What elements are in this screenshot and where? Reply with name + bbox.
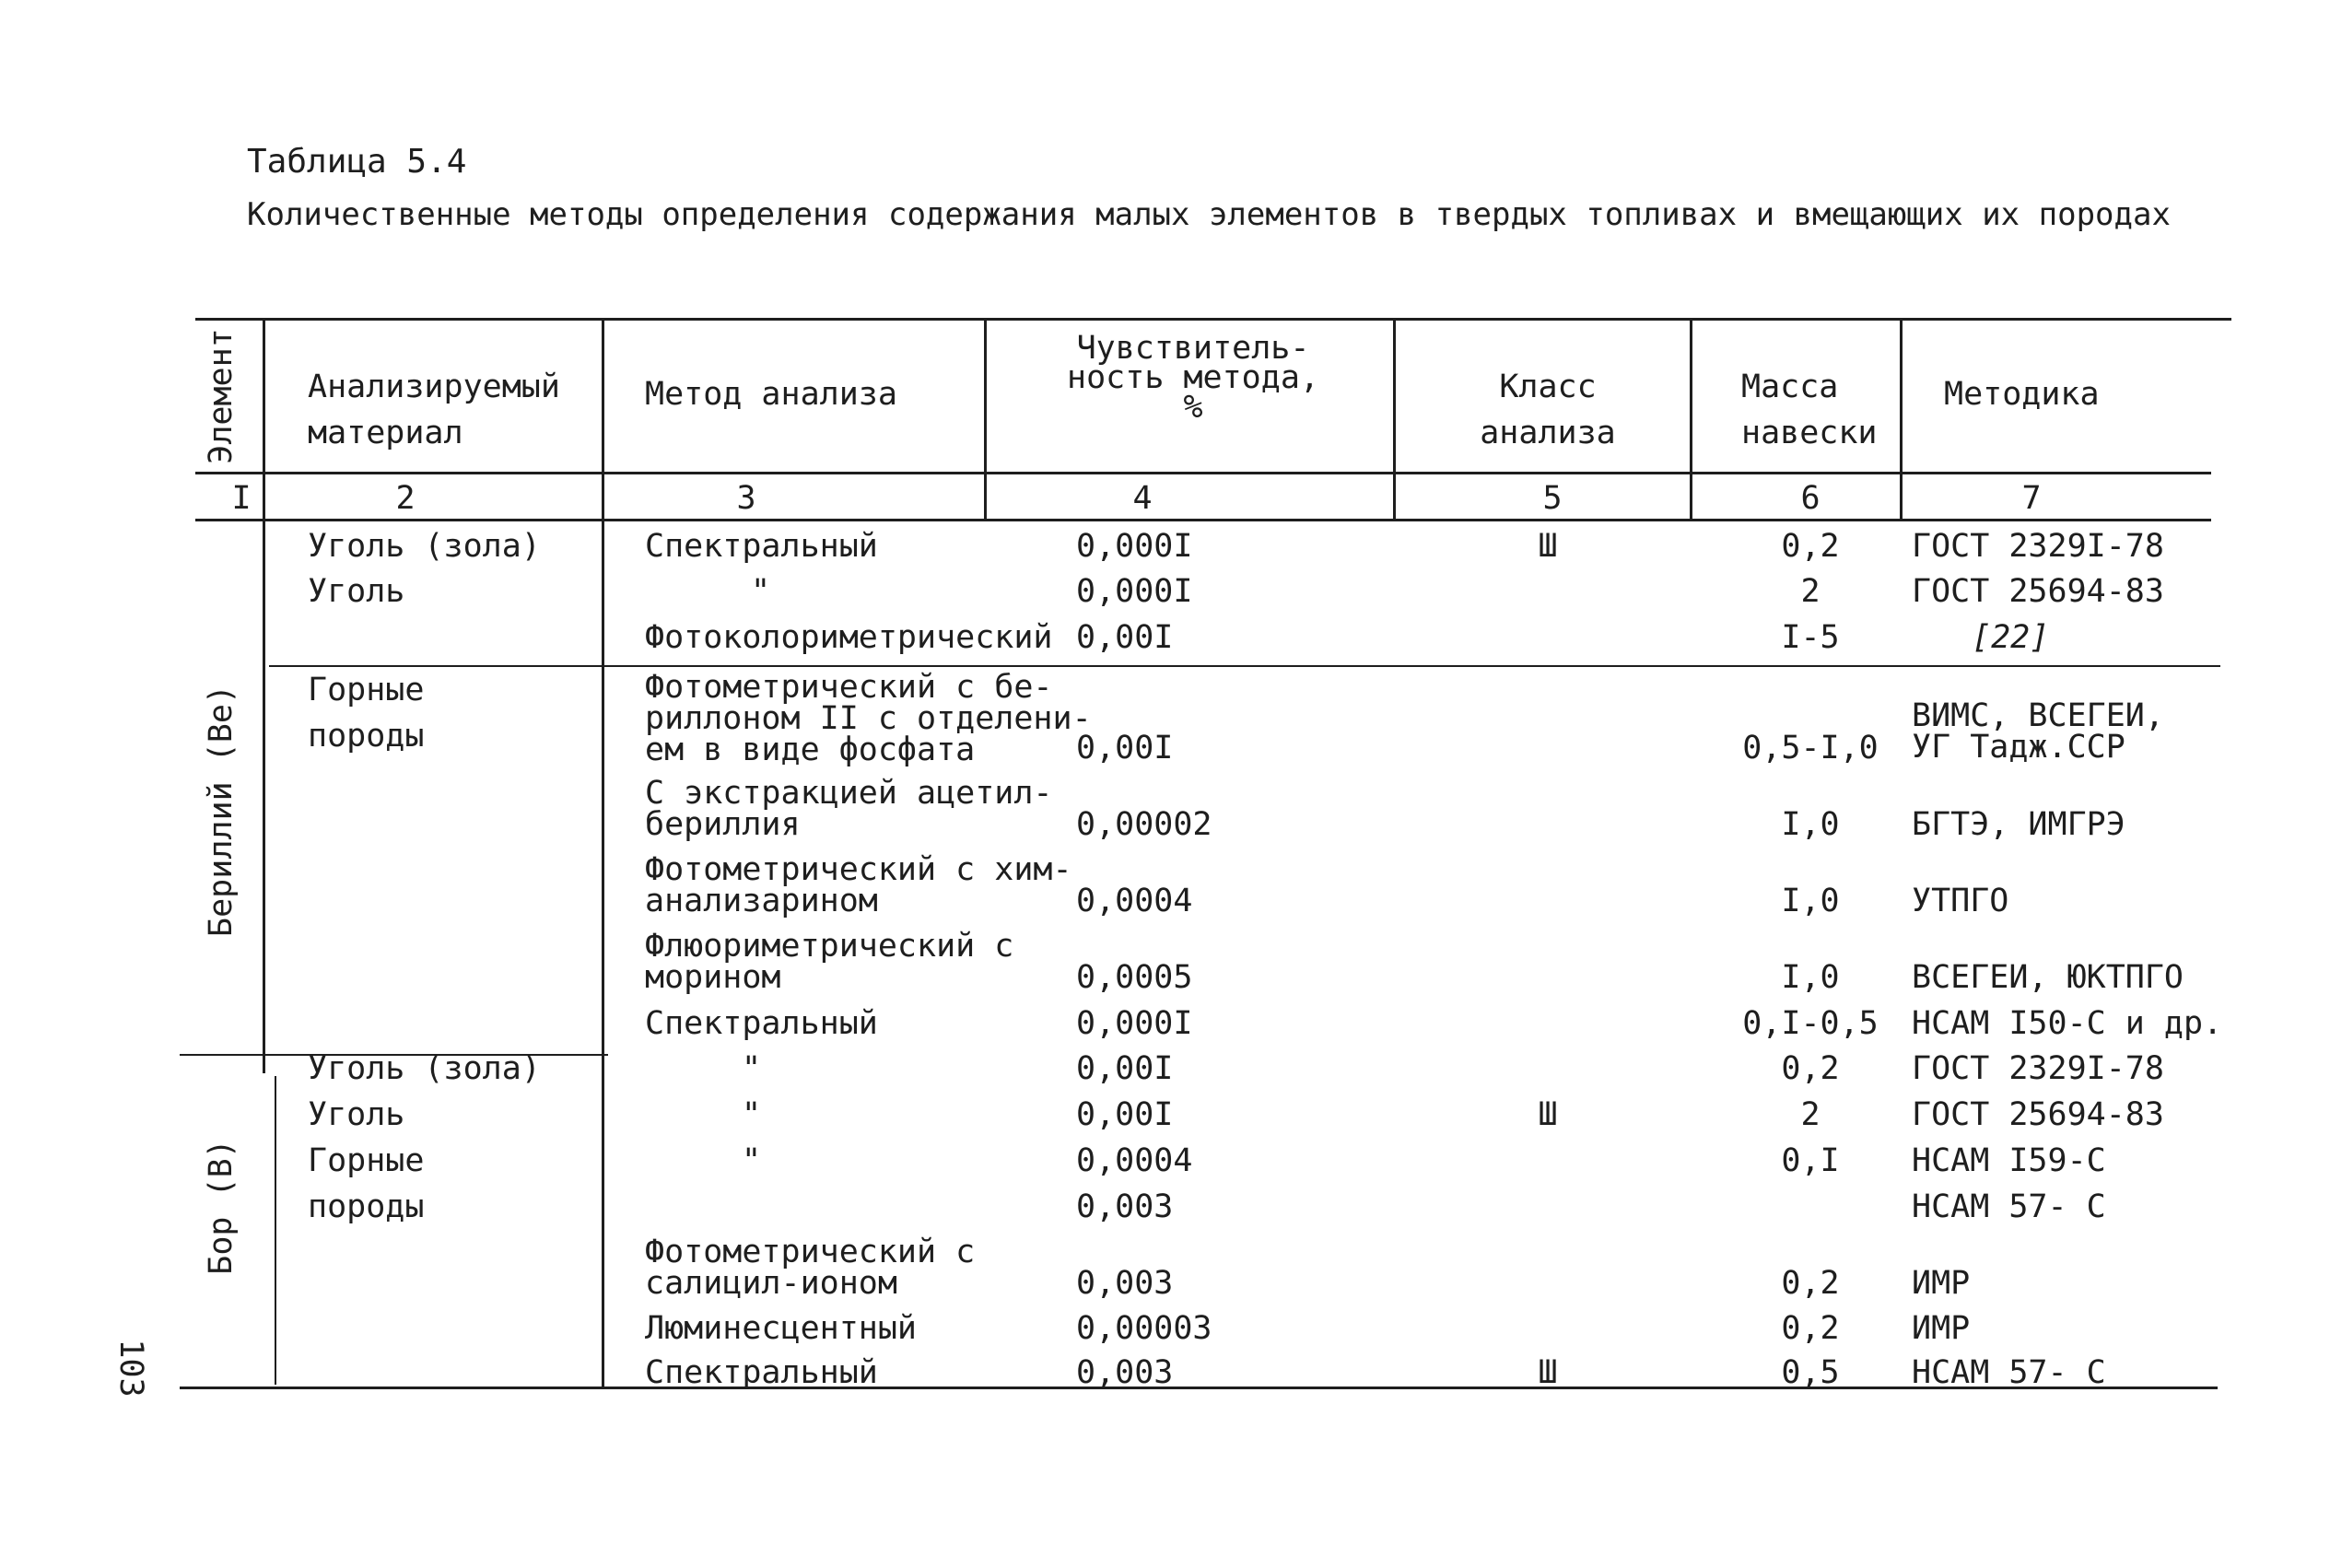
row-material: Уголь (зола)	[308, 528, 541, 565]
row-material: Уголь (зола)	[308, 1050, 541, 1087]
row-method: Спектральный	[645, 1005, 878, 1042]
header-method: Метод анализа	[645, 376, 897, 413]
row-class: Ш	[1538, 1096, 1558, 1133]
header-class: Класс анализа	[1480, 369, 1616, 451]
row-sensitivity: 0,000I	[1076, 573, 1193, 610]
row-mass: I-5	[1781, 619, 1840, 656]
row-technique: ИМР	[1912, 1310, 1971, 1347]
row-mass: 0,2	[1781, 1265, 1840, 1302]
table-caption: Таблица 5.4	[247, 143, 467, 181]
row-technique: НСАМ I50-С и др.	[1912, 1005, 2223, 1042]
row-method: С экстракцией ацетил- бериллия	[645, 775, 1053, 843]
rule-sub1	[269, 665, 2220, 667]
row-mass: 0,2	[1781, 1050, 1840, 1087]
row-method: Флюориметрический с морином	[645, 928, 1014, 996]
col-number-7: 7	[2021, 480, 2042, 517]
col-number-1: I	[231, 480, 252, 517]
row-technique: ГОСТ 2329I-78	[1912, 1050, 2164, 1087]
col-number-3: 3	[736, 480, 756, 517]
col-rule-2	[602, 318, 604, 1387]
row-mass: 2	[1800, 573, 1821, 610]
row-mass: I,0	[1781, 959, 1840, 996]
row-mass: 0,I-0,5	[1742, 1005, 1879, 1042]
col-rule-6	[1900, 318, 1903, 521]
row-technique: НСАМ 57- С	[1912, 1354, 2106, 1391]
row-sensitivity: 0,0004	[1076, 1142, 1193, 1179]
col-number-5: 5	[1542, 480, 1563, 517]
header-sensitivity: Чувствитель- ность метода, %	[1067, 330, 1319, 426]
row-sensitivity: 0,003	[1076, 1265, 1174, 1302]
header-mass: Масса навески	[1741, 369, 1878, 451]
row-mass: 0,I	[1781, 1142, 1840, 1179]
col-number-4: 4	[1132, 480, 1153, 517]
col-rule-4	[1393, 318, 1396, 521]
row-mass: 0,2	[1781, 528, 1840, 565]
row-technique: УТПГО	[1912, 883, 2009, 919]
row-method: Спектральный	[645, 528, 878, 565]
row-technique: НСАМ 57- С	[1912, 1188, 2106, 1225]
row-material: породы	[308, 1188, 425, 1225]
row-material: Уголь	[308, 1096, 405, 1133]
header-material: Анализируемый материал	[308, 369, 560, 451]
row-mass: 0,5-I,0	[1742, 730, 1879, 766]
row-mass: 2	[1800, 1096, 1821, 1133]
row-material: Горные	[308, 1142, 425, 1179]
row-sensitivity: 0,00I	[1076, 1096, 1174, 1133]
header-element: Элемент	[203, 328, 240, 464]
row-class: Ш	[1538, 1354, 1558, 1391]
row-method: Фотометрический с хим- анализарином	[645, 851, 1072, 919]
col-rule-1	[263, 318, 265, 1073]
row-sensitivity: 0,00I	[1076, 1050, 1174, 1087]
row-sensitivity: 0,000I	[1076, 528, 1193, 565]
table-title: Количественные методы определения содержания малых элементов в твердых топливах и вмещающих их породах	[247, 196, 2171, 233]
row-material: Уголь	[308, 573, 405, 610]
row-sensitivity: 0,00002	[1076, 806, 1212, 843]
row-method: "	[742, 1142, 762, 1179]
row-method: Фотометрический с салицил-ионом	[645, 1234, 976, 1302]
row-mass: 0,5	[1781, 1354, 1840, 1391]
col-rule-5	[1690, 318, 1692, 521]
row-sensitivity: 0,00I	[1076, 730, 1174, 766]
rule-head	[195, 472, 2211, 474]
row-technique: ИМР	[1912, 1265, 1971, 1302]
row-technique: [22]	[1972, 619, 2050, 656]
row-sensitivity: 0,003	[1076, 1188, 1174, 1225]
rule-nums	[195, 519, 2211, 521]
row-material: Горные породы	[308, 672, 425, 755]
page-number: 103	[112, 1339, 149, 1398]
row-class: Ш	[1538, 528, 1558, 565]
col-rule-3	[984, 318, 987, 521]
row-method: Спектральный	[645, 1354, 878, 1391]
row-sensitivity: 0,0004	[1076, 883, 1193, 919]
row-technique: ВСЕГЕИ, ЮКТПГО	[1912, 959, 2184, 996]
row-technique: ГОСТ 2329I-78	[1912, 528, 2164, 565]
col-number-2: 2	[395, 480, 416, 517]
row-mass: I,0	[1781, 806, 1840, 843]
row-technique: ВИМС, ВСЕГЕИ, УГ Тадж.ССР	[1912, 697, 2164, 766]
row-technique: БГТЭ, ИМГРЭ	[1912, 806, 2125, 843]
header-technique: Методика	[1944, 376, 2100, 413]
element-boron: Бор (В)	[203, 1139, 240, 1275]
col-number-6: 6	[1800, 480, 1821, 517]
row-method: Люминесцентный	[645, 1310, 918, 1347]
row-sensitivity: 0,003	[1076, 1354, 1174, 1391]
row-method: Фотоколориметрический	[645, 619, 1053, 656]
row-sensitivity: 0,00I	[1076, 619, 1174, 656]
row-sensitivity: 0,000I	[1076, 1005, 1193, 1042]
element-beryllium: Бериллий (Be)	[203, 685, 240, 937]
row-technique: ГОСТ 25694-83	[1912, 573, 2164, 610]
row-technique: НСАМ I59-С	[1912, 1142, 2106, 1179]
row-mass: I,0	[1781, 883, 1840, 919]
row-sensitivity: 0,00003	[1076, 1310, 1212, 1347]
row-method: "	[751, 573, 771, 610]
rule-top	[195, 318, 2231, 321]
col-rule-1b	[275, 1076, 276, 1385]
row-technique: ГОСТ 25694-83	[1912, 1096, 2164, 1133]
row-mass: 0,2	[1781, 1310, 1840, 1347]
row-method: Фотометрический с бе- риллоном II с отделени- ем в виде фосфата	[645, 669, 1092, 768]
row-method: "	[742, 1096, 762, 1133]
row-method: "	[742, 1050, 762, 1087]
row-sensitivity: 0,0005	[1076, 959, 1193, 996]
